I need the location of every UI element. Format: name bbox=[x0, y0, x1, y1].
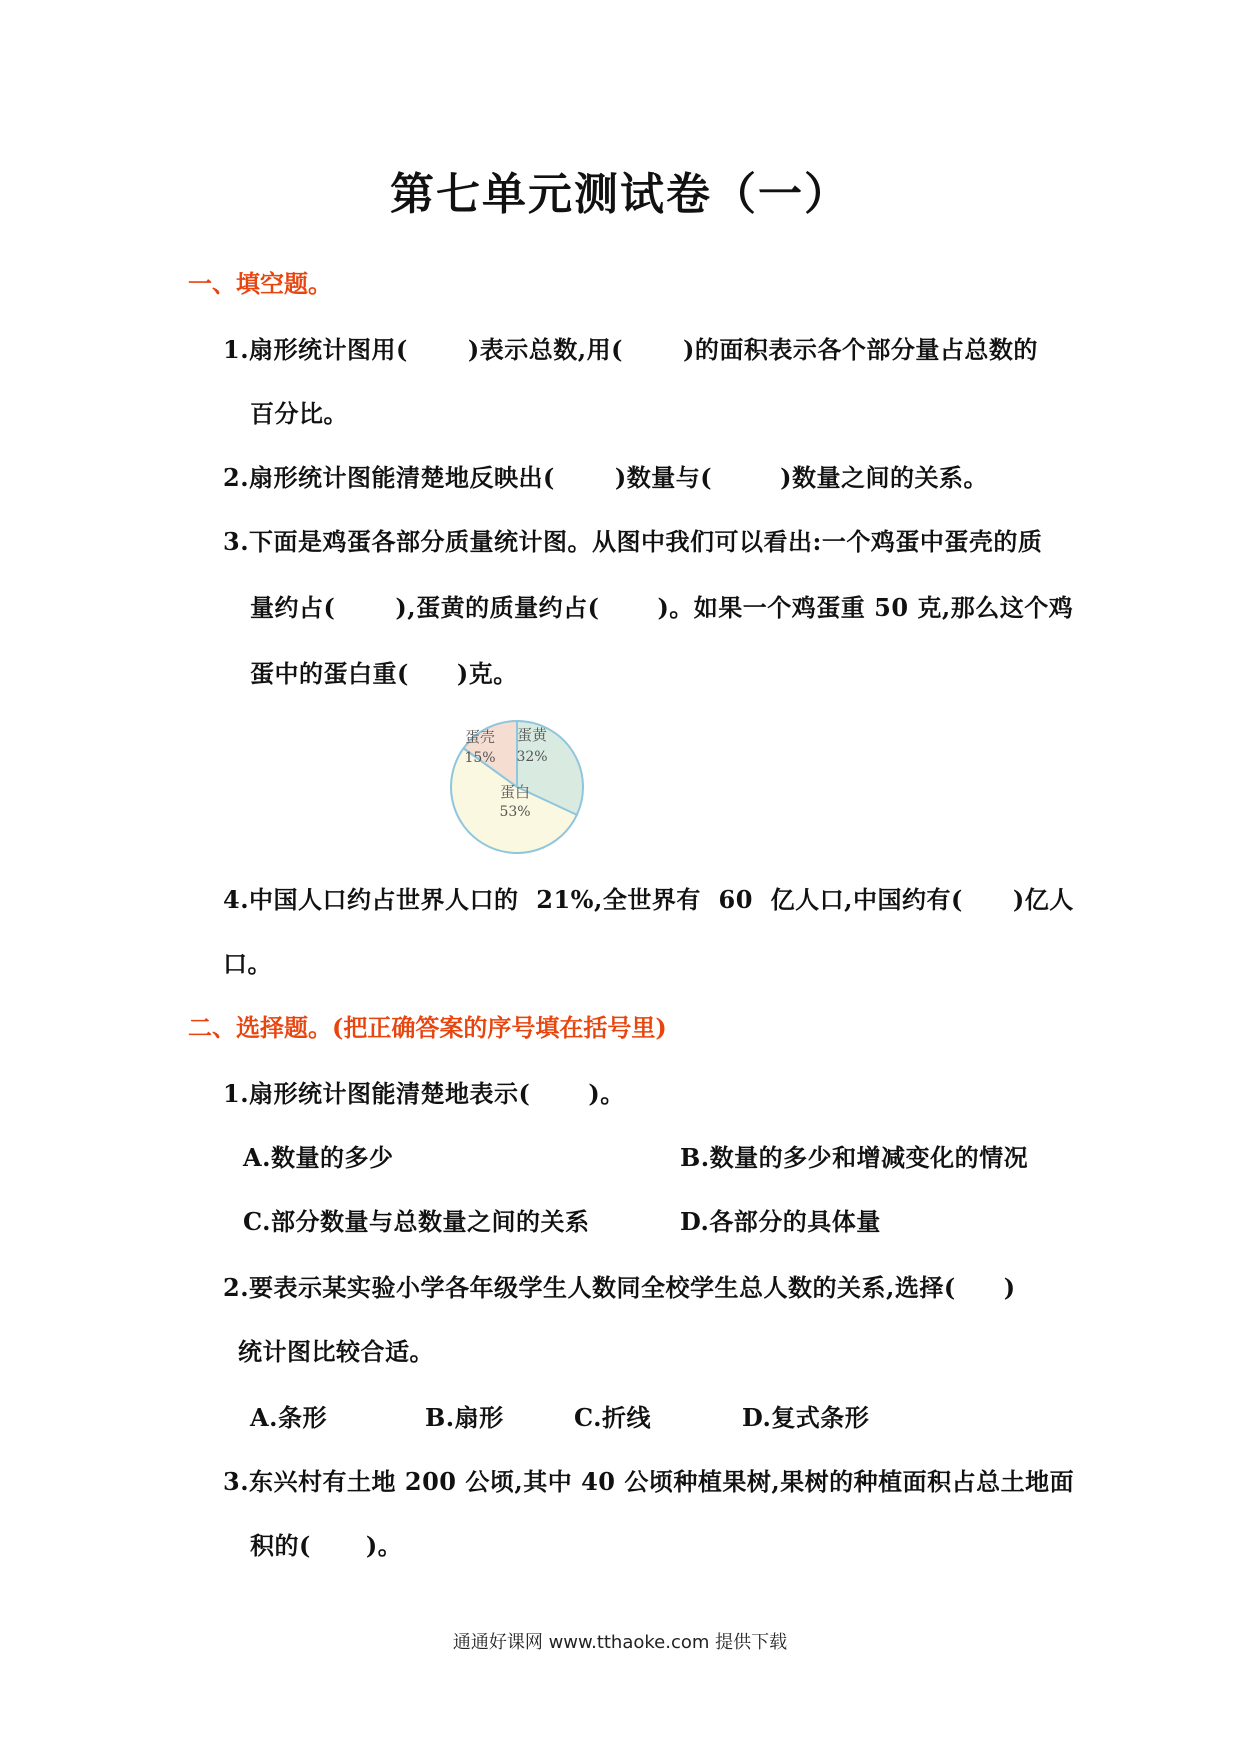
question-2-1-option-d: D.各部分的具体量 bbox=[680, 1207, 881, 1236]
pie-slice-value-1: 15% bbox=[464, 750, 496, 766]
question-1-1-cont: 百分比。 bbox=[250, 399, 348, 428]
pie-chart-svg bbox=[448, 718, 586, 856]
question-1-4: 4.中国人口约占世界人口的 21%,全世界有 60 亿人口,中国约有( )亿人 bbox=[223, 885, 1074, 914]
pie-slice-label-3: 蛋白 bbox=[499, 783, 531, 801]
question-2-2-option-b: B.扇形 bbox=[425, 1403, 504, 1432]
pie-slice-label-1: 蛋壳 bbox=[464, 728, 496, 746]
question-2-2-option-c: C.折线 bbox=[574, 1403, 652, 1432]
egg-composition-pie-chart bbox=[448, 718, 586, 856]
question-2-1-option-a: A.数量的多少 bbox=[243, 1143, 394, 1172]
question-1-3: 3.下面是鸡蛋各部分质量统计图。从图中我们可以看出:一个鸡蛋中蛋壳的质 bbox=[223, 527, 1043, 556]
section-heading-choice: 二、选择题。(把正确答案的序号填在括号里) bbox=[188, 1013, 667, 1042]
question-1-4-cont: 口。 bbox=[223, 949, 272, 978]
question-2-2: 2.要表示某实验小学各年级学生人数同全校学生总人数的关系,选择( ) bbox=[223, 1273, 1016, 1302]
question-2-2-option-d: D.复式条形 bbox=[742, 1403, 870, 1432]
pie-slice-label-2: 蛋黄 bbox=[516, 726, 548, 744]
question-2-1-option-c: C.部分数量与总数量之间的关系 bbox=[243, 1207, 590, 1236]
question-2-3-cont: 积的( )。 bbox=[250, 1531, 403, 1560]
question-2-2-cont: 统计图比较合适。 bbox=[238, 1337, 434, 1366]
question-2-1-option-b: B.数量的多少和增减变化的情况 bbox=[680, 1143, 1029, 1172]
question-2-1: 1.扇形统计图能清楚地表示( )。 bbox=[223, 1079, 625, 1108]
question-1-2: 2.扇形统计图能清楚地反映出( )数量与( )数量之间的关系。 bbox=[223, 463, 988, 492]
footer-source: 通通好课网 www.tthaoke.com 提供下载 bbox=[452, 1632, 788, 1653]
pie-slice-value-2: 32% bbox=[516, 749, 548, 765]
question-2-3: 3.东兴村有土地 200 公顷,其中 40 公顷种植果树,果树的种植面积占总土地面 bbox=[223, 1467, 1075, 1496]
question-1-3-cont2: 蛋中的蛋白重( )克。 bbox=[250, 659, 518, 688]
section-heading-fill-blank: 一、填空题。 bbox=[188, 269, 332, 298]
question-1-1: 1.扇形统计图用( )表示总数,用( )的面积表示各个部分量占总数的 bbox=[223, 335, 1038, 364]
question-2-2-option-a: A.条形 bbox=[250, 1403, 327, 1432]
page-title: 第七单元测试卷（一） bbox=[390, 169, 850, 220]
pie-slice-value-3: 53% bbox=[499, 804, 531, 820]
question-1-3-cont: 量约占( ),蛋黄的质量约占( )。如果一个鸡蛋重 50 克,那么这个鸡 bbox=[250, 593, 1074, 622]
